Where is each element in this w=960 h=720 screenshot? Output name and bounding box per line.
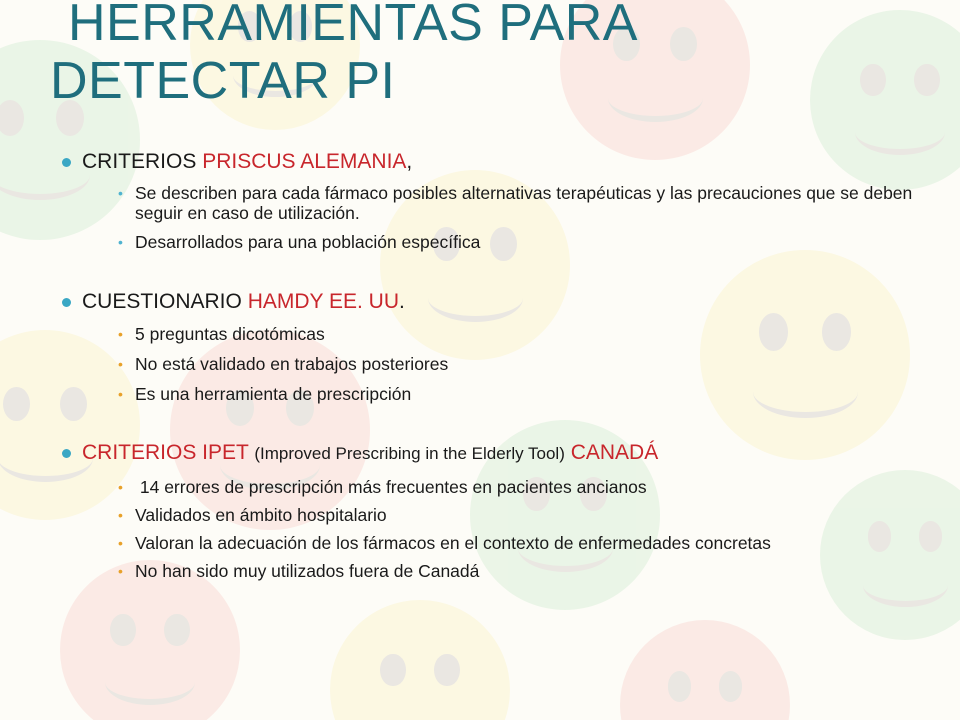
list-item	[62, 477, 922, 497]
list-item	[62, 533, 922, 553]
section-heading	[62, 440, 922, 467]
list-item	[62, 505, 922, 525]
list-item-text: Validados en ámbito hospitalario	[135, 505, 387, 525]
list-item-text: No está validado en trabajos posteriores	[135, 354, 449, 374]
section-hamdy	[62, 289, 922, 404]
list-item-text: Se describen para cada fármaco posibles alternativas terapéuticas y las precauciones que se deben seguir en caso de utilización.	[135, 183, 913, 223]
list-item	[62, 354, 922, 374]
slide-title-line-2: DETECTAR PI	[50, 52, 396, 110]
section-priscus	[62, 149, 922, 252]
slide-title-line-1: HERRAMIENTAS PARA	[68, 0, 638, 52]
heading-highlight-country: CANADÁ	[564, 441, 659, 464]
bullet-icon: •	[118, 185, 123, 201]
heading-highlight: PRISCUS ALEMANIA	[202, 150, 407, 173]
heading-tail: .	[399, 290, 405, 313]
list-item	[62, 561, 922, 581]
heading-highlight: HAMDY EE. UU	[247, 290, 399, 313]
heading-highlight: CRITERIOS IPET	[82, 441, 255, 464]
heading-tail: ,	[406, 150, 413, 173]
list-item-text: Es una herramienta de prescripción	[135, 384, 412, 404]
slide-title	[50, 0, 930, 110]
list-item-text: Valoran la adecuación de los fármacos en el contexto de enfermedades concretas	[135, 533, 771, 553]
section-ipet	[62, 440, 922, 581]
list-item-text: 14 errores de prescripción más frecuentes en pacientes ancianos	[135, 477, 647, 497]
list-item	[62, 324, 922, 344]
list-item	[62, 384, 922, 404]
bullet-icon: •	[118, 535, 123, 551]
list-item	[62, 183, 922, 223]
section-heading	[62, 289, 922, 315]
bullet-icon: •	[118, 234, 123, 250]
list-item-text: 5 preguntas dicotómicas	[135, 324, 325, 344]
heading-subtitle: (Improved Prescribing in the Elderly Tool)	[254, 444, 565, 463]
heading-text: CRITERIOS	[82, 150, 203, 173]
list-item	[62, 232, 922, 252]
heading-text: CUESTIONARIO	[82, 290, 248, 313]
bullet-icon: •	[118, 507, 123, 523]
bullet-icon: •	[118, 479, 123, 495]
bullet-icon: •	[118, 356, 123, 372]
bullet-icon	[62, 298, 71, 307]
section-heading	[62, 149, 922, 175]
list-item-text: Desarrollados para una población específica	[135, 232, 481, 252]
bullet-icon	[62, 158, 71, 167]
bullet-icon: •	[118, 386, 123, 402]
list-item-text: No han sido muy utilizados fuera de Canadá	[135, 561, 480, 581]
bullet-icon: •	[118, 563, 123, 579]
bullet-icon: •	[118, 326, 123, 342]
bullet-icon	[62, 449, 71, 458]
